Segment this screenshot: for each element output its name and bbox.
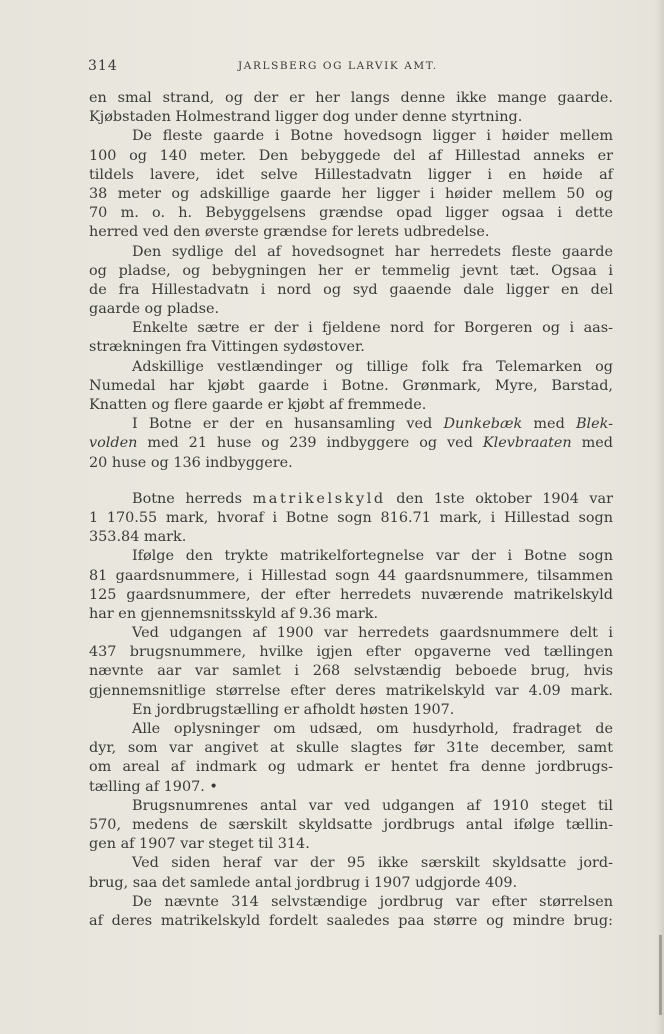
text-line: 70 m. o. h. Bebyggelsens grændse opad ligger ogsaa i dette (89, 205, 613, 222)
text-line: Enkelte sætre er der i fjeldene nord for Borgeren og i aas- (132, 320, 613, 337)
text-line: De nævnte 314 selvstændige jordbrug var efter størrelsen (132, 893, 613, 910)
text-line (89, 490, 613, 509)
text-run: den 1ste oktober 1904 var (385, 490, 613, 507)
text-line: Brugsnumrenes antal var ved udgangen af 1910 steget til (132, 797, 613, 814)
text-line: Numedal har kjøbt gaarde i Botne. Grønmark, Myre, Barstad, (89, 377, 613, 394)
text-line: Ved udgangen af 1900 var herredets gaardsnummere delt i (132, 625, 613, 642)
text-line: Alle oplysninger om udsæd, om husdyrhold, fradraget de (132, 721, 613, 737)
place-name: volden (89, 435, 138, 452)
text-line: Ifølge den trykte matrikelfortegnelse var der i Botne sogn (132, 548, 613, 565)
text-line: 1 170.55 mark, hvoraf i Botne sogn 816.71 mark, i Hillestad sogn (89, 509, 613, 526)
text-line: En jordbrugstælling er afholdt høsten 1907. (132, 701, 455, 718)
text-line (89, 415, 613, 434)
text-line: Den sydlige del af hovedsognet har herredets fleste gaarde (132, 243, 613, 260)
text-line: 125 gaardsnummere, der efter herredets nuværende matrikelskyld (89, 586, 613, 603)
text-line: strækningen fra Vittingen sydøstover. (89, 339, 365, 356)
text-run: Botne herreds (132, 490, 253, 507)
text-line: 81 gaardsnummere, i Hillestad sogn 44 gaardsnummere, tilsammen (89, 567, 613, 584)
text-run: med (522, 416, 576, 433)
text-line: gen af 1907 var steget til 314. (89, 836, 310, 853)
text-line: herred ved den øverste grændse for lerets udbredelse. (89, 224, 490, 241)
page-edge-mark (659, 935, 662, 1015)
text-line: gaarde og pladse. (89, 301, 220, 318)
page-edge-shadow (656, 0, 664, 1034)
text-run: med 21 huse og 239 indbyggere og ved (137, 435, 483, 452)
text-run: med (571, 435, 613, 452)
text-line: Ved siden heraf var der 95 ikke særskilt skyldsatte jord- (132, 855, 613, 872)
running-title: JARLSBERG OG LARVIK AMT. (238, 60, 438, 72)
section-gap (89, 473, 613, 490)
text-line: af deres matrikelskyld fordelt saaledes paa større og mindre brug: (89, 912, 613, 929)
place-name: Blek- (575, 416, 613, 433)
text-line: en smal strand, og der er her langs denne ikke mange gaarde. (89, 90, 613, 106)
text-line: 353.84 mark. (89, 529, 187, 546)
text-line: De fleste gaarde i Botne hovedsogn ligger i høider mellem (132, 128, 613, 145)
text-line: tælling af 1907. • (89, 778, 218, 795)
text-line: 570, medens de særskilt skyldsatte jordbrugs antal ifølge tællin- (89, 816, 613, 833)
text-line: og pladse, og bebygningen her er temmelig jevnt tæt. Ogsaa i (89, 262, 613, 279)
text-line: 20 huse og 136 indbyggere. (89, 454, 293, 471)
text-line: 437 brugsnummere, hvilke igjen efter opgaverne ved tællingen (89, 644, 613, 661)
text-line: Kjøbstaden Holmestrand ligger dog under denne styrtning. (89, 109, 523, 126)
text-line: brug, saa det samlede antal jordbrug i 1907 udgjorde 409. (89, 874, 518, 891)
text-line: de fra Hillestadvatn i nord og syd gaaende dale ligger en del (89, 281, 613, 298)
spaced-term: matrikelskyld (252, 490, 386, 507)
text-line (89, 434, 613, 453)
body-text (89, 89, 613, 931)
text-line: gjennemsnitlige størrelse efter deres matrikelskyld var 4.09 mark. (89, 682, 613, 699)
text-line: tildels lavere, idet selve Hillestadvatn ligger i en høide af (89, 166, 613, 183)
text-line: nævnte aar var samlet i 268 selvstændig beboede brug, hvis (89, 663, 613, 680)
place-name: Klevbraaten (482, 435, 572, 452)
page-number: 314 (88, 58, 118, 74)
text-line: 38 meter og adskillige gaarde her ligger i høider mellem 50 og (89, 185, 613, 202)
text-line: Knatten og flere gaarde er kjøbt af fremmede. (89, 397, 427, 413)
text-line: Adskillige vestlændinger og tillige folk fra Telemarken og (132, 358, 613, 375)
text-line: dyr, som var angivet at skulle slagtes før 31te december, samt (89, 740, 613, 757)
text-line: har en gjennemsnitsskyld af 9.36 mark. (89, 605, 379, 622)
place-name: Dunkebæk (443, 416, 523, 433)
text-run: I Botne er der en husansamling ved (132, 416, 444, 433)
text-line: 100 og 140 meter. Den bebyggede del af Hillestad anneks er (89, 147, 613, 164)
page-header (88, 58, 612, 80)
text-line: om areal af indmark og udmark er hentet fra denne jordbrugs- (89, 759, 613, 776)
